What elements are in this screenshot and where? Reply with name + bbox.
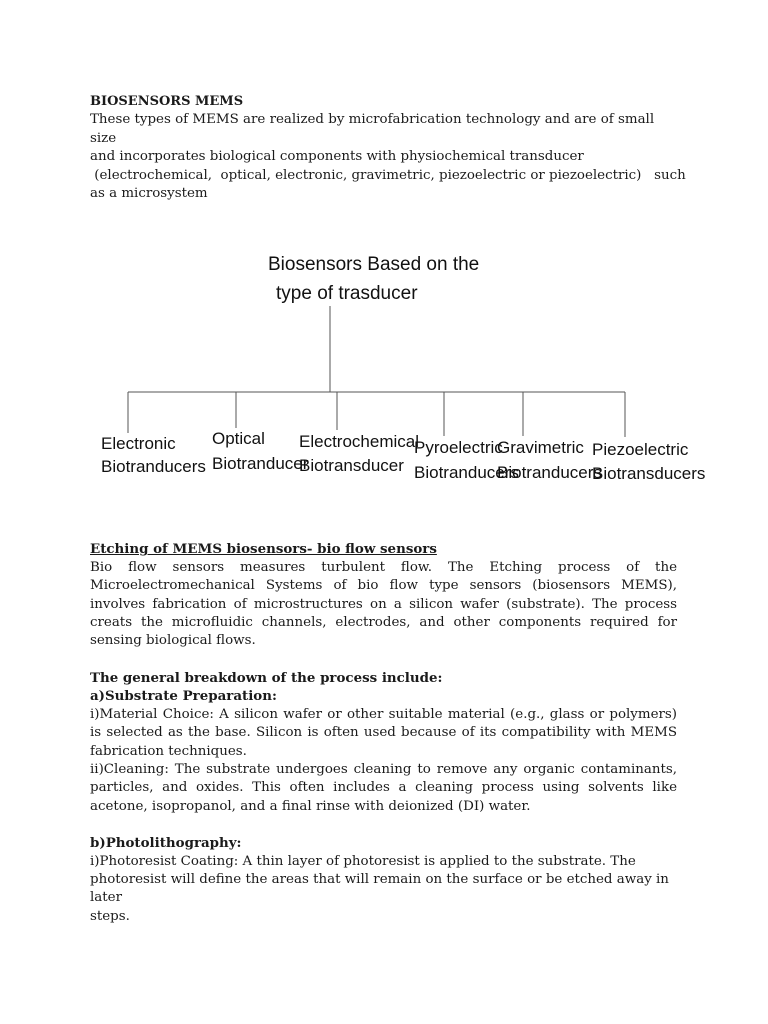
- intro-line-4: as a microsystem: [90, 186, 208, 202]
- node-piezoelectric-line-2: Biotransducers: [592, 464, 706, 483]
- section-heading-biosensors: BIOSENSORS MEMS: [90, 94, 244, 109]
- subheading-photolithography: b)Photolithography:: [90, 835, 242, 852]
- item-material-choice: i)Material Choice: A silicon wafer or other suitable material (e.g., glass or polymers) is selected as the base. Silicon is often used because of its compatibility with MEMS fabrication techniques.: [90, 706, 677, 759]
- item-cleaning: ii)Cleaning: The substrate undergoes cleaning to remove any organic contaminants, particles, and oxides. This often includes a cleaning process using solvents like acetone, isopropanol, and a final rinse with deionized (DI) water.: [90, 761, 677, 814]
- intro-line-2: and incorporates biological components with physiochemical transducer: [90, 149, 584, 165]
- node-optical-line-1: Optical: [212, 429, 265, 448]
- document-body: [90, 93, 686, 926]
- photoresist-line-3: steps.: [90, 908, 130, 924]
- spacer: [90, 651, 677, 669]
- node-pyroelectric-line-1: Pyroelectric: [414, 438, 503, 457]
- node-gravimetric-line-1: Gravimetric: [497, 438, 584, 457]
- photoresist-line-2: photoresist will define the areas that will remain on the surface or be etched away in later: [90, 871, 669, 906]
- section-heading-etching: Etching of MEMS biosensors- bio flow sensors: [90, 541, 437, 558]
- diagram-root-line-1: Biosensors Based on the: [268, 254, 480, 275]
- subheading-substrate-prep: a)Substrate Preparation:: [90, 688, 277, 705]
- node-electrochemical-line-1: Electrochemical: [299, 432, 419, 451]
- section-heading-breakdown: The general breakdown of the process include:: [90, 669, 443, 686]
- intro-line-3: (electrochemical, optical, electronic, gravimetric, piezoelectric or piezoelectric) such: [90, 167, 686, 183]
- etching-paragraph: Bio flow sensors measures turbulent flow. The Etching process of the Microelectromechanical Systems of bio flow type sensors (biosensors MEMS), involves fabrication of microstructures on a silicon wafer (substrate). The process creats the microfluidic channels, electrodes, and other components required for sensing biological flows.: [90, 559, 677, 649]
- spacer: [90, 816, 677, 834]
- node-pyroelectric-line-2: Biotranducers: [414, 463, 519, 482]
- node-piezoelectric-line-1: Piezoelectric: [592, 440, 689, 459]
- diagram-spacer: [90, 203, 677, 540]
- node-electronic-line-1: Electronic: [101, 434, 176, 453]
- photoresist-line-1: i)Photoresist Coating: A thin layer of photoresist is applied to the substrate. The: [90, 853, 636, 869]
- intro-line-1: These types of MEMS are realized by microfabrication technology and are of small size: [90, 112, 655, 146]
- node-optical-line-2: Biotranducer: [212, 454, 309, 473]
- diagram-root-line-2: type of trasducer: [276, 283, 418, 304]
- node-electrochemical-line-2: Biotransducer: [299, 456, 404, 475]
- node-gravimetric-line-2: Biotranducers: [497, 463, 602, 482]
- node-electronic-line-2: Biotranducers: [101, 457, 206, 476]
